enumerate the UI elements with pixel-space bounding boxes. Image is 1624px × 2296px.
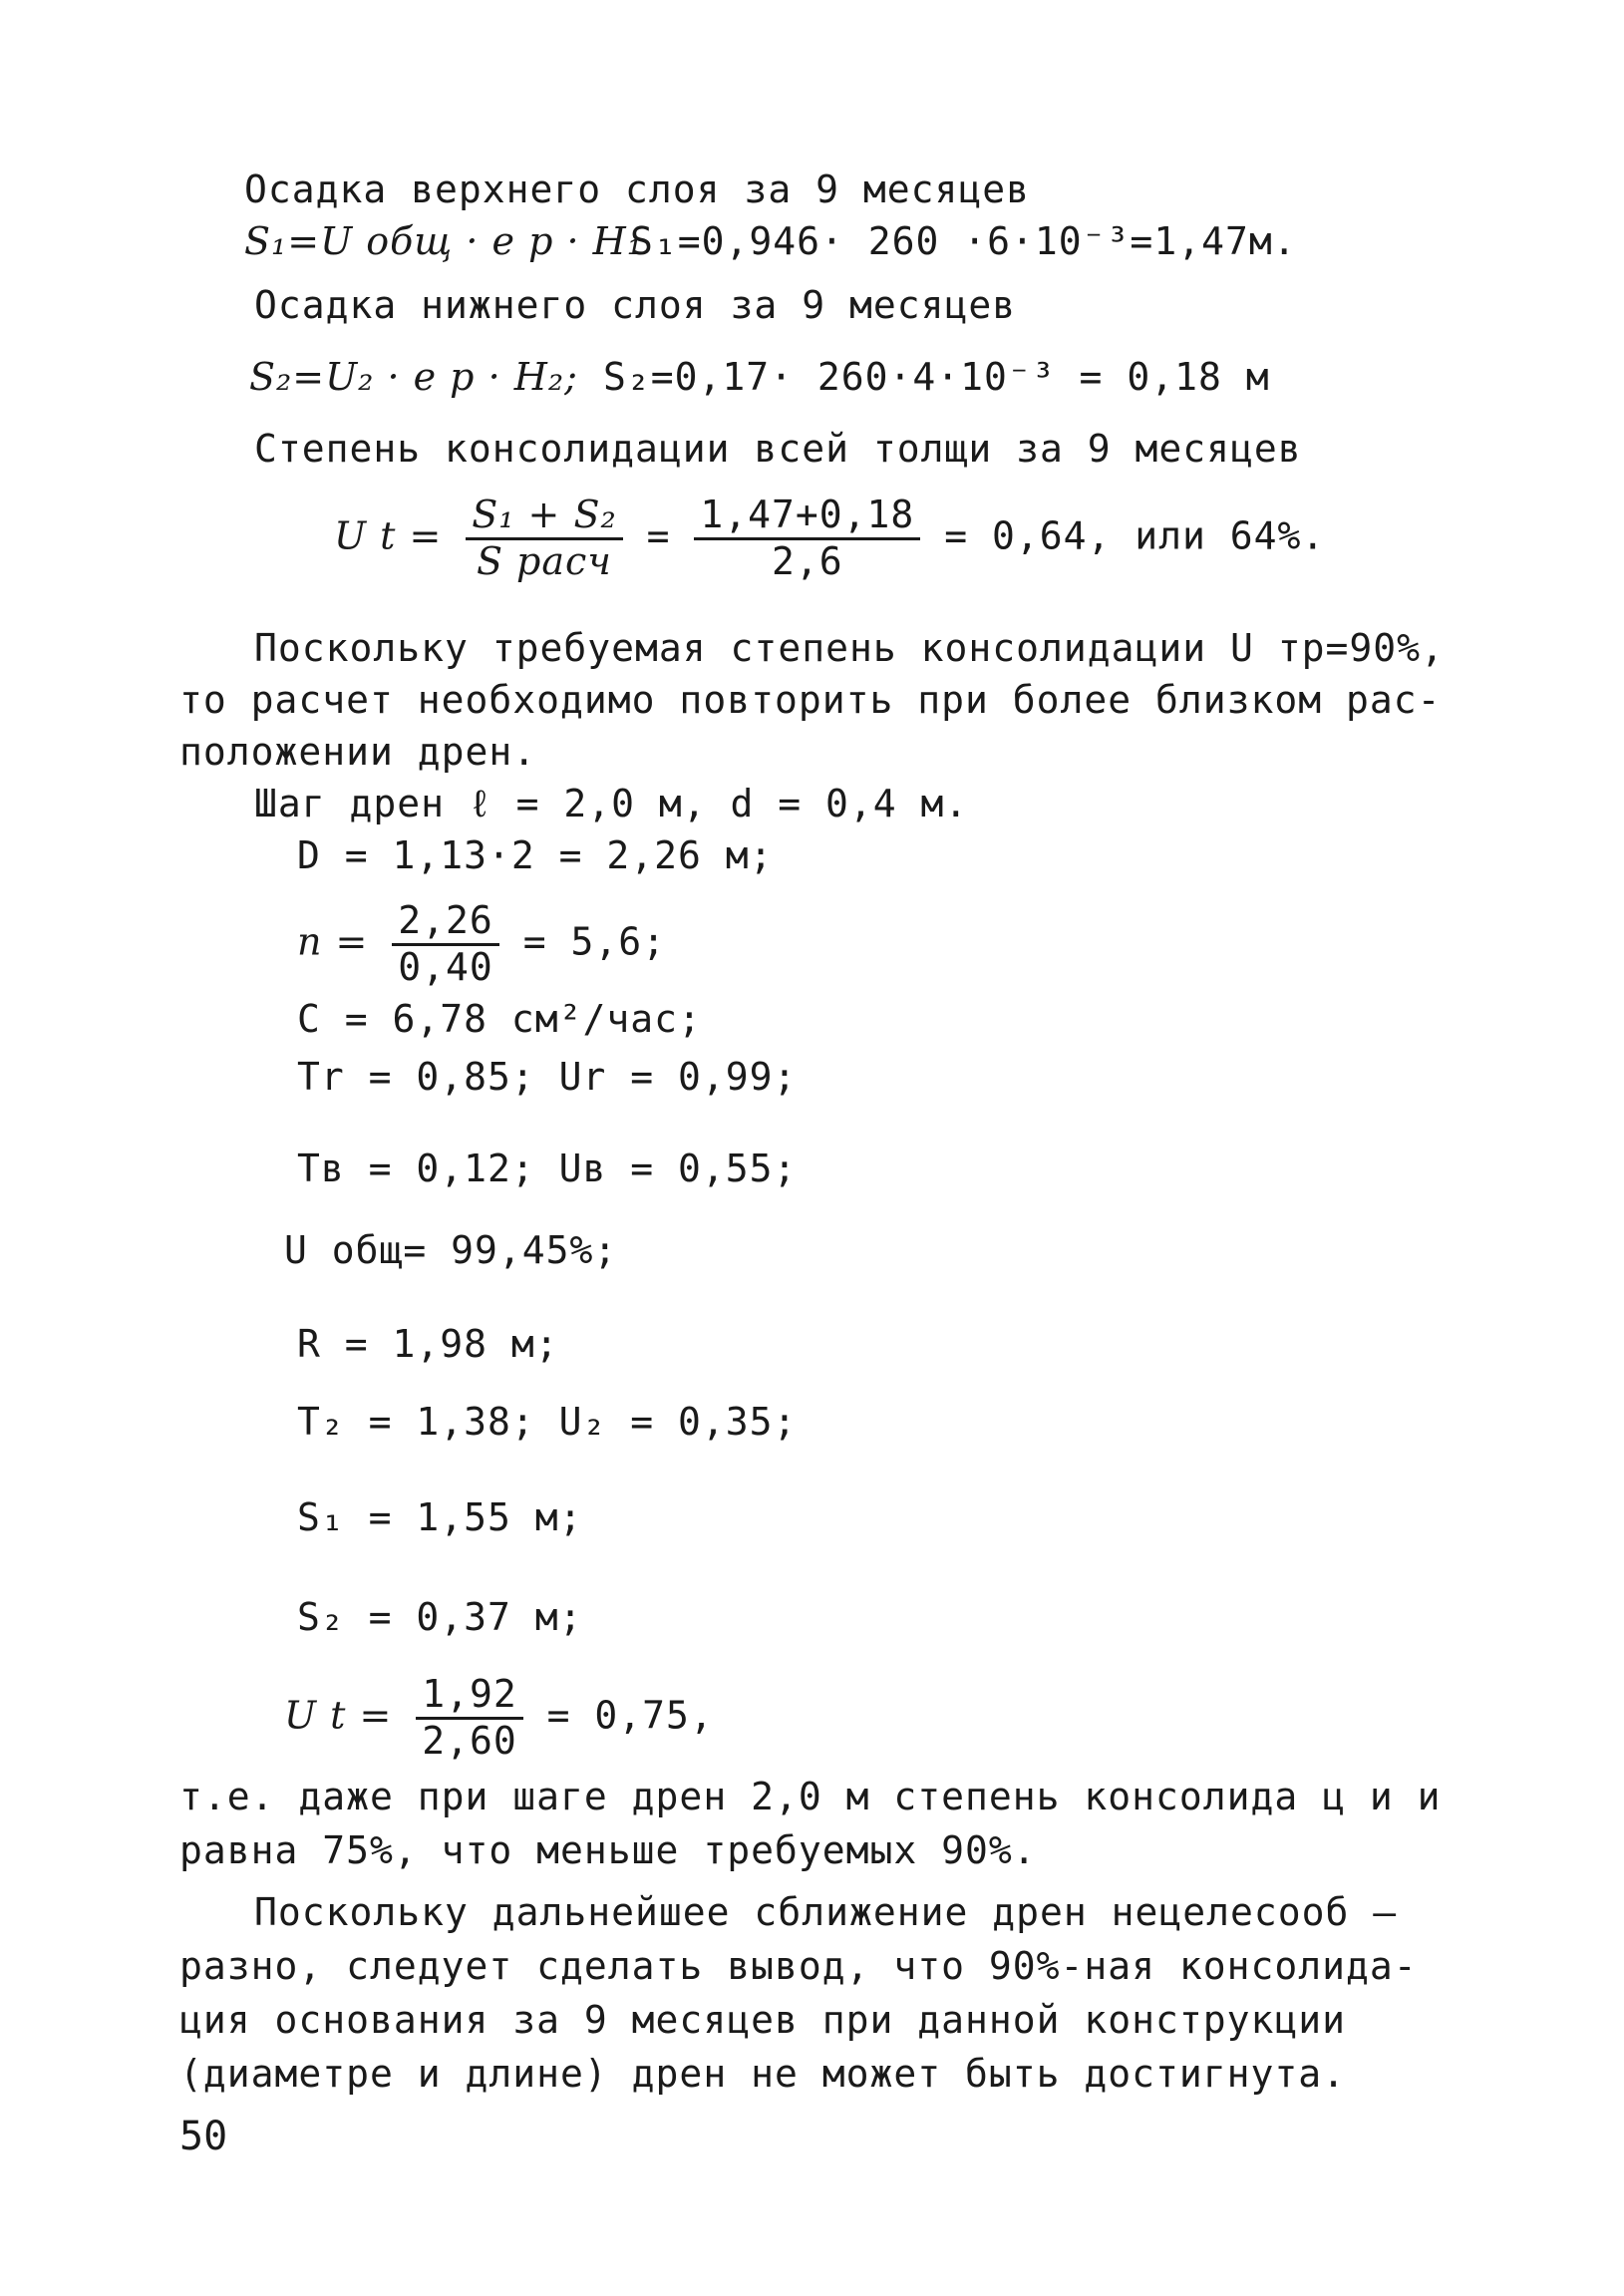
fraction-numerator: S₁ + S₂ (466, 493, 623, 540)
formula-s2-general: S₂=U₂ · e р · H₂; (249, 355, 578, 399)
text-line-settlement-upper: Осадка верхнего слоя за 9 месяцев (244, 167, 1030, 211)
fraction-numerator: 2,26 (392, 899, 499, 946)
formula-s2-new: S₂ = 0,37 м; (297, 1595, 583, 1639)
paragraph-final-line2: разно, следует сделать вывод, что 90%-ная консолида- (179, 1944, 1418, 1988)
formula-n-result: = 5,6; (522, 919, 666, 964)
fraction-values (694, 493, 920, 583)
paragraph-conclusion-line2: равна 75%, что меньше требуемых 90%. (179, 1828, 1037, 1872)
formula-ut-result: = 0,64, или 64%. (944, 513, 1326, 558)
fraction-numerator: 1,92 (416, 1673, 523, 1720)
fraction-s-sum-over-s-calc (466, 493, 623, 583)
formula-n-block (297, 899, 666, 989)
paragraph-final-line1: Поскольку дальнейшее сближение дрен нецелесооб – (254, 1890, 1398, 1934)
paragraph-required-consolidation-line1: Поскольку требуемая степень консолидации U тр=90%, (254, 626, 1445, 670)
equals-sign: = (646, 513, 671, 558)
fraction-denominator: S расч (476, 538, 612, 583)
fraction-denominator: 2,60 (422, 1718, 517, 1763)
text-drain-spacing: Шаг дрен ℓ = 2,0 м, d = 0,4 м. (254, 782, 969, 825)
text-line-settlement-lower: Осадка нижнего слоя за 9 месяцев (254, 283, 1017, 327)
formula-d-value: D = 1,13·2 = 2,26 м; (297, 833, 774, 877)
formula-s1-value: S₁=0,946· 260 ·6·10⁻³=1,47м. (630, 219, 1297, 263)
formula-u-total: U общ= 99,45%; (284, 1228, 618, 1272)
paragraph-conclusion-line1: т.е. даже при шаге дрен 2,0 м степень консолида ц и и (179, 1775, 1442, 1818)
paragraph-final-line3: ция основания за 9 месяцев при данной конструкции (179, 1998, 1347, 2042)
paragraph-required-consolidation-line2: то расчет необходимо повторить при более близком рас- (179, 678, 1442, 722)
formula-ut-new-result: = 0,75, (546, 1693, 714, 1738)
formula-ut-block (334, 493, 1325, 583)
formula-s1-new: S₁ = 1,55 м; (297, 1495, 583, 1539)
paragraph-required-consolidation-line3: положении дрен. (179, 730, 537, 774)
formula-ut-lhs: U t = (334, 513, 443, 558)
formula-s2-value: S₂=0,17· 260·4·10⁻³ = 0,18 м (603, 355, 1270, 399)
paragraph-final-line4: (диаметре и длине) дрен не может быть достигнута. (179, 2052, 1347, 2096)
formula-ut-new-block (284, 1673, 714, 1763)
fraction-denominator: 2,6 (772, 538, 843, 583)
formula-t2-u2: T₂ = 1,38; U₂ = 0,35; (297, 1400, 798, 1444)
formula-s1-general: S₁=U общ · e р · H₁ (244, 219, 644, 263)
fraction-numerator: 1,47+0,18 (694, 493, 920, 540)
fraction-ut-new (416, 1673, 523, 1763)
fraction-denominator: 0,40 (398, 944, 493, 989)
text-line-consolidation-degree: Степень консолидации всей толщи за 9 месяцев (254, 427, 1302, 471)
formula-c-value: C = 6,78 см²/час; (297, 997, 702, 1041)
formula-n-lhs: n = (297, 919, 369, 964)
page-number: 50 (179, 2114, 228, 2159)
formula-tr-ur: Tr = 0,85; Ur = 0,99; (297, 1055, 798, 1099)
formula-r-value: R = 1,98 м; (297, 1322, 559, 1366)
formula-ut-new-lhs: U t = (284, 1693, 393, 1738)
fraction-n (392, 899, 499, 989)
formula-tv-uv: Tв = 0,12; Uв = 0,55; (297, 1147, 798, 1190)
